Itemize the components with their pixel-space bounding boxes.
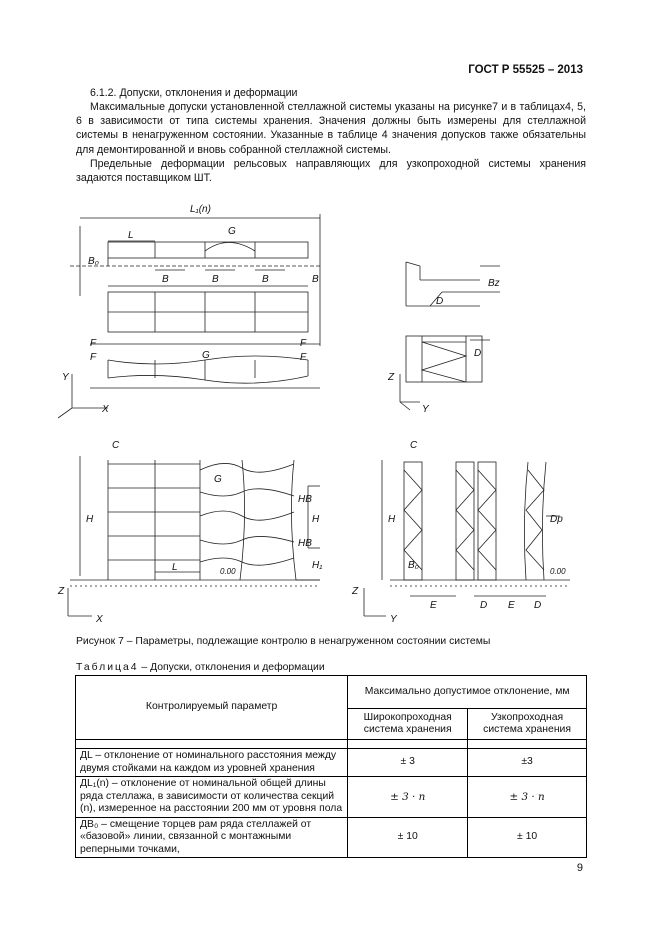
- paragraph-deformations: Предельные деформации рельсовых направляющих для узкопроходной системы хранения задаются поставщиком ШТ.: [76, 158, 586, 185]
- row-narrow: ± 3 · n: [468, 777, 587, 818]
- label-F-3: F: [300, 338, 307, 349]
- header-wide-aisle: Широкопроходная система хранения: [348, 709, 468, 740]
- label-zero-right: 0.00: [550, 567, 566, 576]
- label-E-2: E: [508, 600, 515, 611]
- row-param: ДB₀ – смещение торцев рам ряда стеллажей от «базовой» линии, связанной с монтажными реперными точками,: [76, 817, 348, 858]
- table-row: [76, 817, 587, 858]
- row-param: ДL₁(n) – отклонение от номинальной общей длины ряда стеллажа, в зависимости от количества секций (n), измеренное на расстоянии 200 мм от уровня пола: [76, 777, 348, 818]
- label-F-1: F: [90, 338, 97, 349]
- blank-cell: [468, 740, 587, 749]
- row-narrow: ±3: [468, 749, 587, 777]
- label-B-2: B: [212, 274, 219, 285]
- axis-x-label: X: [102, 404, 109, 415]
- table-caption-label: Таблица4: [76, 662, 139, 673]
- label-zero-left: 0.00: [220, 567, 236, 576]
- label-B0-side: B₀: [408, 560, 419, 571]
- label-F-2: F: [90, 352, 97, 363]
- header-parameter: Контролируемый параметр: [76, 676, 348, 740]
- label-HB-2: HB: [298, 538, 312, 549]
- label-B-4: B: [312, 274, 319, 285]
- label-L1n: L₁(n): [190, 204, 211, 215]
- frame-detail: [400, 262, 500, 410]
- label-G-lower: G: [202, 350, 210, 361]
- section-heading: 6.1.2. Допуски, отклонения и деформации: [90, 87, 298, 99]
- figure-caption: Рисунок 7 – Параметры, подлежащие контролю в ненагруженном состоянии системы: [76, 636, 491, 647]
- table-row: [76, 777, 587, 818]
- label-C-right: C: [410, 440, 418, 451]
- label-D-frame: D: [474, 348, 482, 359]
- axis-y-label: Y: [62, 372, 69, 383]
- axis-z3-label: Z: [352, 586, 359, 597]
- header-narrow-aisle: Узкопроходная система хранения: [468, 709, 587, 740]
- axis-z-label: Z: [388, 372, 395, 383]
- standard-number: ГОСТ Р 55525 – 2013: [468, 64, 583, 76]
- label-H-side: H: [388, 514, 396, 525]
- label-D: D: [436, 296, 444, 307]
- row-narrow: ± 10: [468, 817, 587, 858]
- table-row: [76, 749, 587, 777]
- page-number: 9: [576, 862, 583, 874]
- blank-cell: [76, 740, 348, 749]
- row-wide: ± 3: [348, 749, 468, 777]
- label-C: C: [112, 440, 120, 451]
- axis-z2-label: Z: [58, 586, 65, 597]
- tolerance-table: [75, 675, 587, 858]
- label-H: H: [86, 514, 94, 525]
- label-F-4: F: [300, 352, 307, 363]
- header-max-deviation: Максимально допустимое отклонение, мм: [348, 676, 587, 709]
- label-H1: H₁: [312, 560, 323, 571]
- blank-cell: [348, 740, 468, 749]
- label-HB-1: HB: [298, 494, 312, 505]
- table-caption: [76, 662, 325, 673]
- label-Bz: Bz: [488, 278, 500, 289]
- row-wide: ± 3 · n: [348, 777, 468, 818]
- label-L: L: [128, 230, 134, 241]
- label-Dp: Dp: [550, 514, 563, 525]
- axis-y2-label: Y: [422, 404, 429, 415]
- label-B-3: B: [262, 274, 269, 285]
- rack-tolerance-drawing: [50, 196, 590, 628]
- table-caption-text: – Допуски, отклонения и деформации: [138, 662, 325, 673]
- label-G: G: [228, 226, 236, 237]
- plan-view: [58, 214, 320, 418]
- label-E-1: E: [430, 600, 437, 611]
- label-H-right: H: [312, 514, 320, 525]
- row-param: ДL – отклонение от номинального расстояния между двумя стойками на каждом из уровней хранения: [76, 749, 348, 777]
- label-D-1: D: [480, 600, 488, 611]
- label-L-bottom: L: [172, 562, 178, 573]
- label-B0: B₀: [88, 256, 99, 267]
- paragraph-tolerances: Максимальные допуски установленной стеллажной системы указаны на рисунке7 и в таблицах4, 5, 6 в зависимости от типа системы хранения. Значения должны быть измерены для стеллажной системы в ненагруженном состоянии. Указанные в таблице 4 значения допусков также обязательны для демонтированной и вновь собранной стеллажной системы.: [76, 101, 586, 156]
- label-B-1: B: [162, 274, 169, 285]
- side-elevation: [364, 460, 570, 616]
- axis-x2-label: X: [96, 614, 103, 625]
- axis-y3-label: Y: [390, 614, 397, 625]
- front-elevation: [68, 456, 323, 616]
- row-wide: ± 10: [348, 817, 468, 858]
- label-D-2: D: [534, 600, 542, 611]
- label-G-bottom: G: [214, 474, 222, 485]
